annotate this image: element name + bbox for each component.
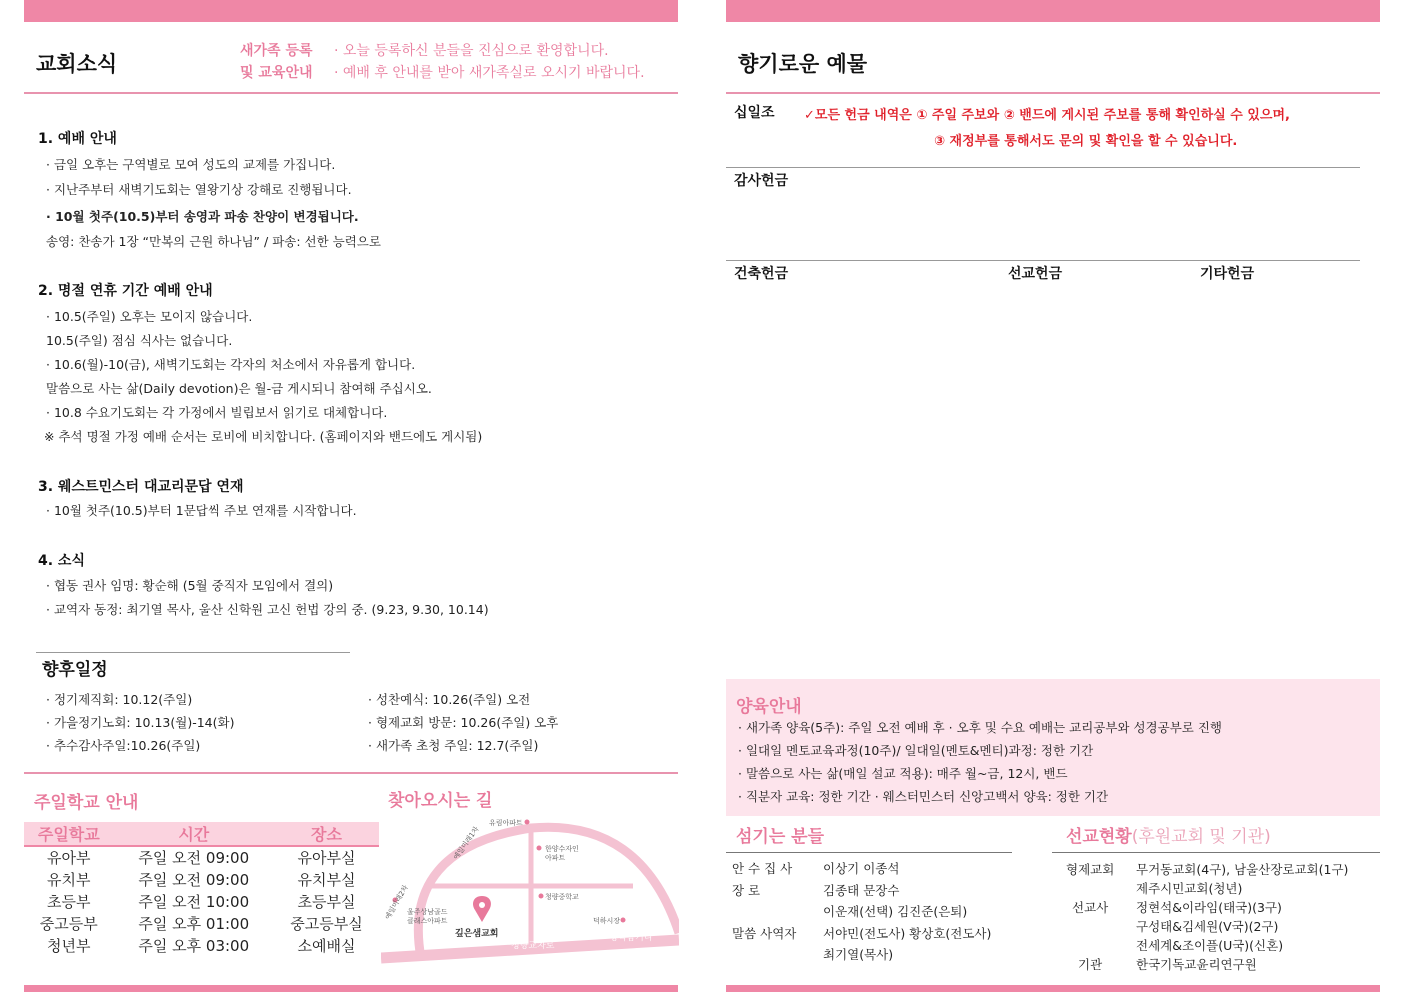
table-header-row [24,822,379,846]
servant-role: 말씀 사역자 [732,925,797,941]
table-cell: 중고등부 [39,914,98,933]
title-divider-left [24,92,678,94]
mission-names-item: 제주시민교회(청년) [1136,881,1243,896]
table-cell: 주일 오전 10:00 [138,892,250,911]
thanks-offering-label: 감사헌금 [734,173,789,189]
bottom-bar-left [24,985,678,992]
table-cell: 주일 오전 09:00 [138,870,250,889]
servants-names [823,858,991,966]
map-label-road2: 예일미래2차 [383,883,410,921]
mission-names [1136,860,1348,974]
servant-names: 이운재(선택) 김진준(은퇴) [823,904,968,919]
mission-divider [1052,852,1380,853]
registration-line-1: · 오늘 등록하신 분들을 진심으로 환영합니다. [334,43,609,59]
map-label-street1: 청량교차로 [511,941,555,951]
mission-role [1066,879,1114,898]
mission-role: 선교사 [1072,900,1109,915]
upcoming-bottom-divider [24,772,678,774]
upcoming-divider [36,652,350,653]
table-header: 시간 [114,822,274,846]
map-label-street2: 청덕삼거리 [609,933,653,943]
table-row [24,890,379,912]
bottom-bar-right [726,985,1380,992]
table-cell: 주일 오후 01:00 [138,914,250,933]
table-cell: 초등부 [47,892,91,911]
registration-line-2: · 예배 후 안내를 받아 새가족실로 오시기 바랍니다. [334,65,645,81]
section-line: · 10월 첫주(10.5)부터 1문답씩 주보 연재를 시작합니다. [46,503,357,518]
offering-notice-2: ③ 재정부를 통해서도 문의 및 확인을 할 수 있습니다. [934,134,1238,149]
map-label-church: 깊은샘교회 [455,929,499,939]
mission-names-item: 정현석&이라임(태국)(3구) [1136,900,1282,915]
mission-role: 기관 [1078,957,1103,972]
page-title-offering: 향기로운 예물 [738,52,868,76]
servant-names: 이상기 이종석 [823,861,900,876]
section-line: 말씀으로 사는 삶(Daily devotion)은 월-금 게시되니 참여해 주십시오. [46,381,432,396]
education-item: · 새가족 양육(5주): 주일 오전 예배 후 · 오후 및 수요 예배는 교리공부와 성경공부로 진행 [738,720,1222,735]
sunday-school-title: 주일학교 안내 [34,793,139,813]
map-dot [621,918,626,923]
section-heading-worship: 1. 예배 안내 [38,131,117,147]
table-header: 주일학교 [24,822,114,846]
mission-role [1066,917,1114,936]
registration-label-2: 및 교육안내 [240,65,313,81]
upcoming-item: · 형제교회 방문: 10.26(주일) 오후 [368,715,559,730]
table-row [24,846,379,868]
section-line: ※ 추석 명절 가정 예배 순서는 로비에 비치합니다. (홈페이지와 밴드에도 게시됨) [44,429,483,444]
map-label-market: 덕하시장 [593,917,621,925]
map-dot [537,846,542,851]
sunday-school-table [24,822,379,956]
section-line: 송영: 찬송가 1장 “만복의 근원 하나님” / 파송: 선한 능력으로 [46,234,381,249]
table-cell: 주일 오후 03:00 [138,936,250,955]
location-pin-dot [479,902,485,908]
education-item: · 일대일 멘토교육과정(10주)/ 일대일(멘토&멘티)과정: 정한 기간 [738,743,1094,758]
mission-names-item: 한국기독교윤리연구원 [1136,957,1257,972]
table-cell: 유치부실 [297,870,356,889]
map-dot [539,894,544,899]
directions-title: 찾아오시는 길 [388,791,493,811]
section-line-bold: · 10월 첫주(10.5)부터 송영과 파송 찬양이 변경됩니다. [46,209,359,224]
mission-roles [1066,860,1114,974]
education-title: 양육안내 [736,697,802,717]
section-line: · 10.8 수요기도회는 각 가정에서 빌립보서 읽기로 대체합니다. [46,405,388,420]
education-lines [738,716,1222,808]
map-label-apt1: 유림아파트 [489,819,523,827]
servant-role: 안 수 집 사 [732,861,793,876]
section-line: · 10.6(월)-10(금), 새벽기도회는 각자의 처소에서 자유롭게 합니다. [46,357,416,372]
directions-map [381,808,679,966]
offering-divider-1 [726,167,1360,168]
registration-text [334,40,645,84]
mission-role [1066,936,1114,955]
education-item: · 직분자 교육: 정한 기간 · 웨스터민스터 신앙고백서 양육: 정한 기간 [738,789,1109,804]
registration-label [240,40,320,84]
mission-title [1066,822,1271,847]
servants-roles [732,858,796,966]
servants-divider [726,852,1012,853]
mission-names-item: 구성태&김세원(V국)(2구) [1136,919,1279,934]
upcoming-item: · 정기제직회: 10.12(주일) [46,692,193,707]
section-heading-catechism: 3. 웨스트민스터 대교리문답 연재 [38,479,244,495]
upcoming-item: · 가을정기노회: 10.13(월)-14(화) [46,715,235,730]
mission-title-sub: (후원교회 및 기관) [1131,827,1271,847]
top-bar-right [726,0,1380,22]
table-row [24,912,379,934]
section-line: · 협동 권사 임명: 황순해 (5월 중직자 모임에서 결의) [46,578,334,593]
servants-title: 섬기는 분들 [736,827,825,847]
section-line: · 지난주부터 새벽기도회는 열왕기상 강해로 진행됩니다. [46,182,352,197]
map-label-apt2: 한양수자인 아파트 [545,845,579,862]
upcoming-title: 향후일정 [42,660,108,680]
page-title-church-news: 교회소식 [36,52,118,76]
mission-title-main: 선교현황 [1066,827,1132,847]
mission-names-item: 무거동교회(4구), 남울산장로교회(1구) [1136,862,1349,877]
section-line: 10.5(주일) 점심 식사는 없습니다. [46,333,233,348]
section-line: · 10.5(주일) 오후는 모이지 않습니다. [46,309,253,324]
upcoming-col-2 [368,688,558,757]
table-row [24,934,379,956]
servant-names: 김종태 문장수 [823,882,900,898]
table-cell: 초등부실 [297,892,356,911]
title-divider-right [726,92,1380,94]
table-row [24,868,379,890]
section-heading-news: 4. 소식 [38,553,85,569]
map-label-apt3: 울주상남골드 클래스아파트 [407,908,448,925]
section-heading-holiday: 2. 명절 연휴 기간 예배 안내 [38,283,213,299]
tithe-label: 십일조 [734,105,775,121]
servant-role: 장 로 [732,882,761,898]
top-bar-left [24,0,678,22]
table-cell: 주일 오전 09:00 [138,849,250,867]
table-cell: 소예배실 [297,936,356,955]
table-cell: 중고등부실 [290,914,363,933]
location-pin-icon [473,896,491,922]
map-dot [525,820,530,825]
mission-names-item: 전세계&조이플(U국)(신혼) [1136,938,1284,953]
education-item: · 말씀으로 사는 삶(매일 설교 적용): 매주 월~금, 12시, 밴드 [738,766,1068,781]
other-offering-label: 기타헌금 [1200,266,1255,282]
registration-label-1: 새가족 등록 [240,43,313,59]
table-header: 장소 [274,822,379,846]
upcoming-item: · 추수감사주일:10.26(주일) [46,738,201,753]
table-cell: 유아부 [47,849,91,867]
table-cell: 유아부실 [297,849,356,867]
servant-role [732,901,796,923]
section-line: · 교역자 동정: 최기열 목사, 울산 신학원 고신 헌법 강의 중. (9.23, 9.30, 10.14) [46,602,489,617]
upcoming-item: · 새가족 초청 주일: 12.7(주일) [368,738,539,753]
map-label-school: 청량중학교 [545,893,579,901]
map-label-road1: 예일미래1차 [452,825,481,862]
offering-notice-1: ✓모든 헌금 내역은 ① 주일 주보와 ② 밴드에 게시된 주보를 통해 확인하실 수 있으며, [804,108,1290,123]
upcoming-item: · 성찬예식: 10.26(주일) 오전 [368,692,531,707]
section-line: · 금일 오후는 구역별로 모여 성도의 교제를 가집니다. [46,157,336,172]
offering-divider-2 [726,260,1360,261]
table-cell: 유치부 [47,870,91,889]
building-offering-label: 건축헌금 [734,266,789,282]
upcoming-col-1 [46,688,234,757]
mission-role: 형제교회 [1066,862,1115,877]
servant-role [732,944,796,966]
table-cell: 청년부 [47,936,91,955]
servant-names: 서야민(전도사) 황상호(전도사) [823,925,992,941]
mission-offering-label: 선교헌금 [1008,266,1063,282]
servant-names: 최기열(목사) [823,947,894,962]
